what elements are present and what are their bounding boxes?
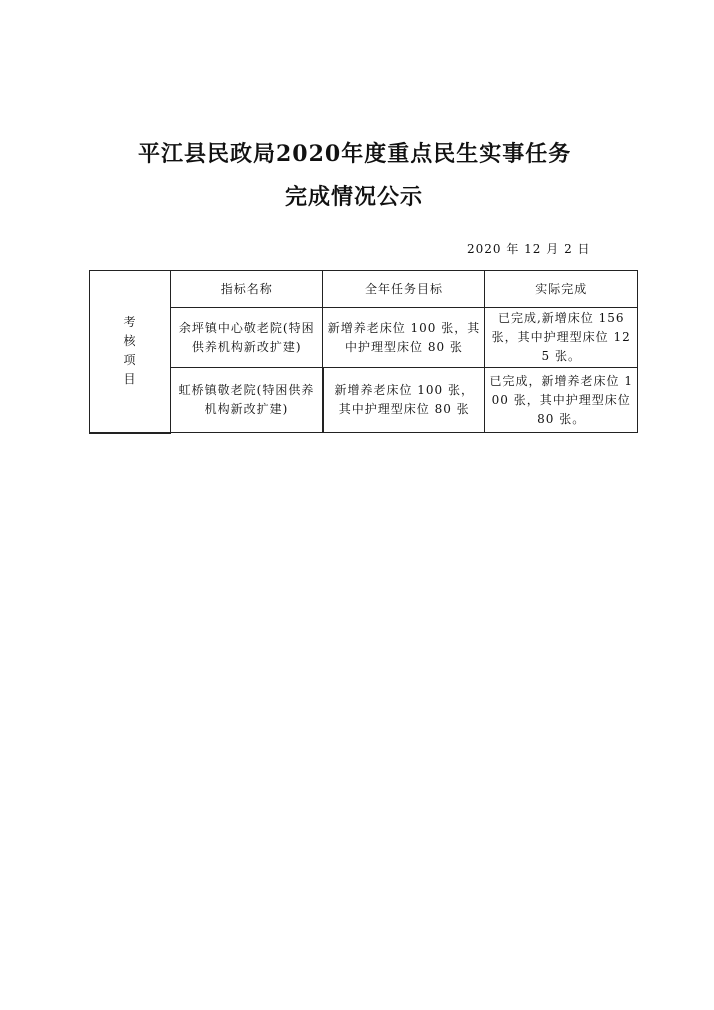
row-annual-target: 新增养老床位 100 张，其中护理型床位 80 张 [323,368,485,433]
document-title-line-2: 完成情况公示 [285,184,424,210]
table-row [90,368,638,433]
category-char: 核 [123,334,137,349]
category-cell [90,271,171,433]
document-title-line-1: 平江县民政局2020年度重点民生实事任务 [138,141,572,167]
table-header-row [90,271,638,308]
row-actual-completion: 已完成，新增养老床位 100 张，其中护理型床位 80 张。 [485,368,638,433]
row-annual-target: 新增养老床位 100 张，其中护理型床位 80 张 [323,308,485,368]
category-char: 目 [123,372,137,387]
header-annual-target: 全年任务目标 [323,271,485,308]
row-indicator-name: 余坪镇中心敬老院(特困供养机构新改扩建) [170,308,323,368]
row-actual-completion: 已完成,新增床位 156 张，其中护理型床位 125 张。 [485,308,638,368]
row-indicator-name: 虹桥镇敬老院(特困供养机构新改扩建) [170,368,323,433]
header-indicator-name: 指标名称 [170,271,323,308]
header-actual-completion: 实际完成 [485,271,638,308]
category-char: 考 [123,315,137,330]
category-char: 项 [123,353,137,368]
table-row [90,308,638,368]
publish-date: 2020 年 12 月 2 日 [467,242,591,256]
task-completion-table [89,270,638,434]
